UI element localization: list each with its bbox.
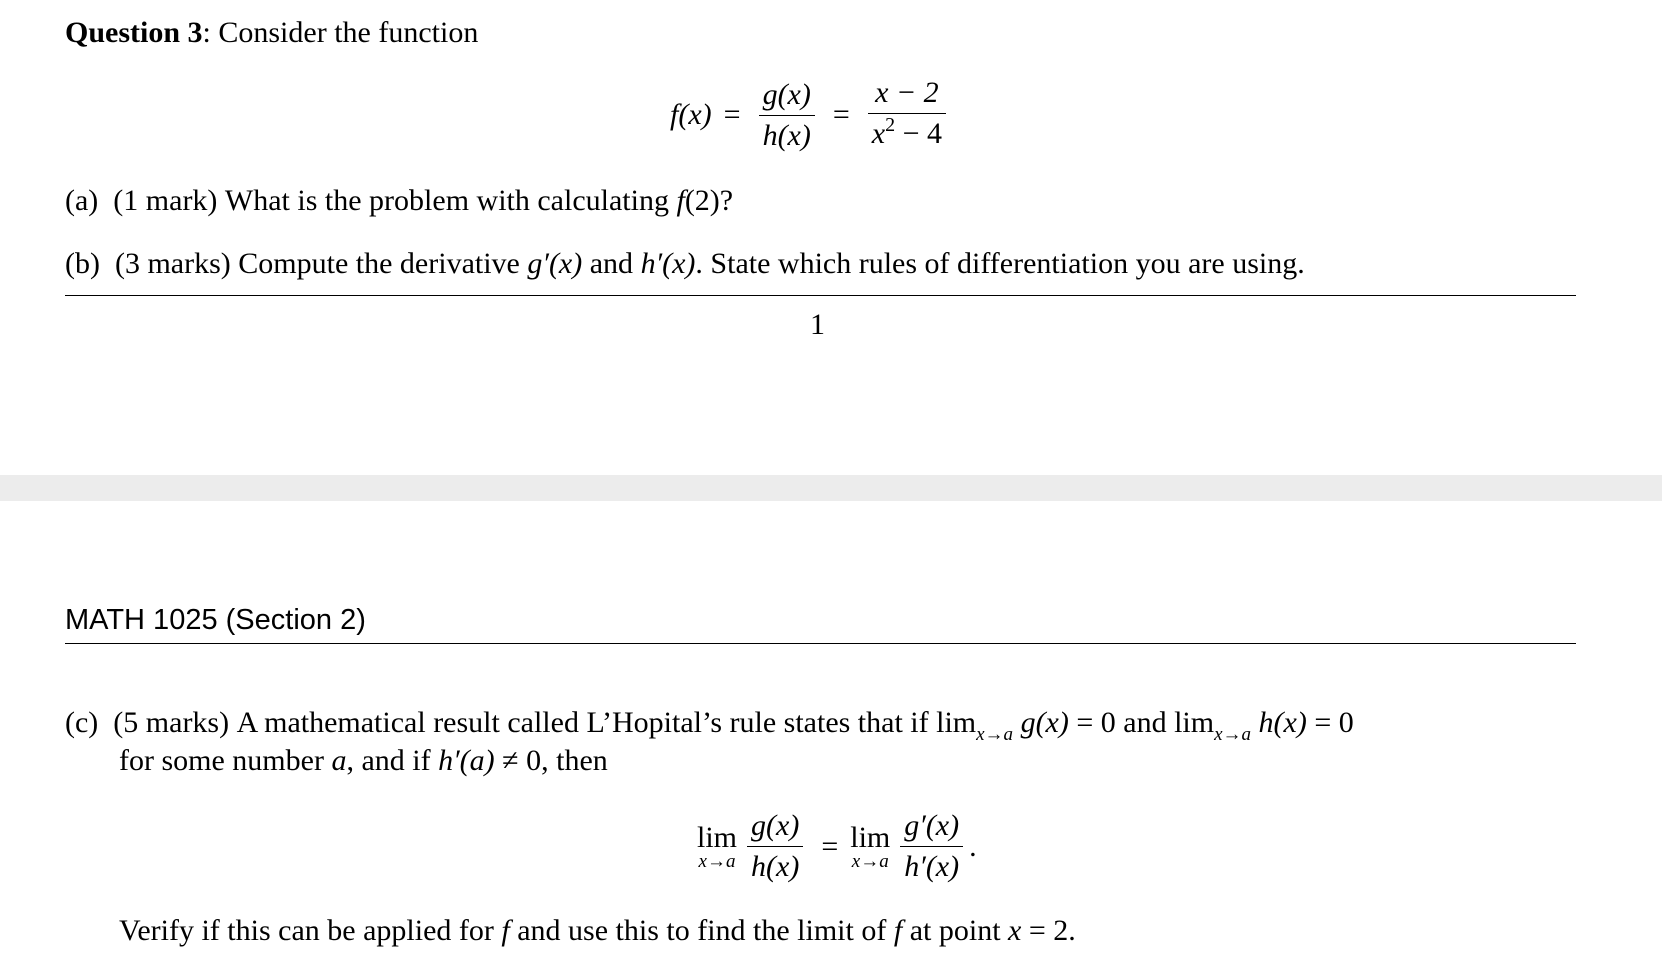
part-a-text: What is the problem with calculating [224, 184, 677, 217]
part-c-line-1: (c) (5 marks) A mathematical result called L’Hopital’s rule states that if $\lim_{x\to a} g(x) = 0$ and $\lim_{x\to a} h(x) = 0$ [65, 706, 1354, 745]
limit-operator-1: lim x→a [697, 820, 738, 872]
eq-lhs: f(x) [670, 98, 712, 131]
eq-sign-2: = [832, 98, 850, 131]
fraction-g-over-h-limit: $\frac{g(x)}{h(x)}$ [747, 809, 803, 884]
frac-denominator-poly: $x^2 - 4$ [868, 113, 946, 154]
fraction-derivatives: $\frac{g'(x)}{h'(x)}$ [900, 809, 963, 884]
part-c-label: (c) [65, 706, 99, 739]
frac-denominator-h: h(x) [759, 115, 815, 153]
function-equation [670, 76, 952, 154]
question-intro: : Consider the function [202, 16, 479, 49]
part-b: (b) (3 marks) Compute the derivative g′(x) and h′(x). State which rules of differentiation you are using. [65, 247, 1305, 280]
question-title [65, 16, 478, 50]
page-number: 1 [810, 308, 825, 341]
fraction-rational [868, 76, 946, 154]
course-header: MATH 1025 (Section 2) [65, 604, 366, 636]
part-a-marks: (1 mark) [113, 184, 218, 217]
question-label: Question 3 [65, 16, 203, 49]
page-2 [0, 501, 1662, 964]
part-c-line-2: for some number a, and if h′(a) ≠ 0, then [119, 744, 608, 777]
part-b-marks: (3 marks) [114, 247, 231, 280]
part-c-line-3: Verify if this can be applied for f and use this to find the limit of f at point x = 2. [119, 914, 1076, 947]
part-b-label: (b) [65, 247, 100, 280]
limit-operator-2: lim x→a [850, 820, 891, 872]
footer-rule [65, 295, 1576, 296]
lhopital-equation: lim x→a $\frac{g(x)}{h(x)}$ = lim x→a $\frac{g'(x)}{h'(x)}$ . [697, 809, 977, 883]
page-separator [0, 475, 1662, 501]
part-c-marks: (5 marks) [113, 706, 230, 739]
fraction-g-over-h [759, 78, 815, 153]
header-rule [65, 643, 1576, 644]
eq-sign-1: = [723, 98, 741, 131]
part-a: (a) (1 mark) What is the problem with calculating f(2)? [65, 184, 734, 217]
part-a-label: (a) [65, 184, 99, 217]
eq-sign-limit: = [821, 829, 839, 863]
page-1 [0, 0, 1662, 475]
frac-numerator-poly: x − 2 [875, 76, 939, 109]
frac-numerator-g: g(x) [762, 77, 811, 111]
